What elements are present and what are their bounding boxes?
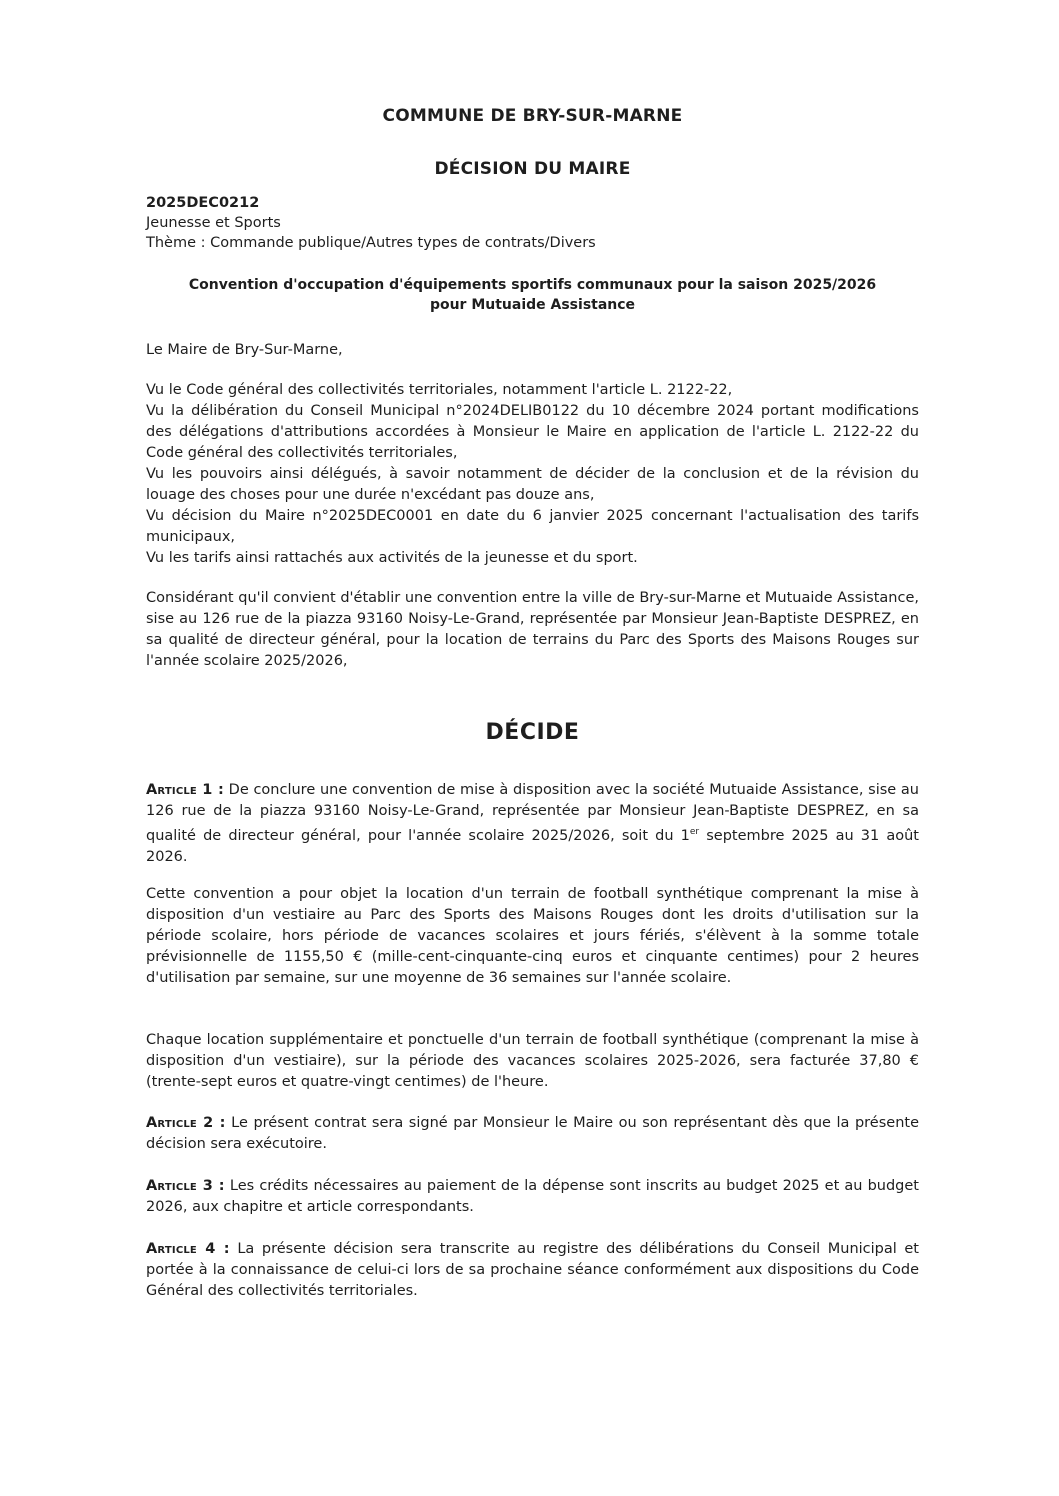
article-1-label: Article 1 : [146,782,224,798]
commune-heading: COMMUNE DE BRY-SUR-MARNE [382,106,683,126]
article-1-para-3-block [146,1030,919,1093]
service-label: Jeunesse et Sports [146,215,281,231]
preamble-intro [146,340,919,361]
document-page [146,0,919,1496]
visas-block [146,380,919,569]
visa-4: Vu décision du Maire n°2025DEC0001 en date du 6 janvier 2025 concernant l'actualisation des tarifs municipaux, [146,508,919,545]
article-4 [146,1239,919,1302]
article-3 [146,1176,919,1218]
visa-5: Vu les tarifs ainsi rattachés aux activités de la jeunesse et du sport. [146,550,638,566]
article-1-text-end: septembre 2025 au 31 août 2026. [146,827,919,865]
visa-1: Vu le Code général des collectivités territoriales, notamment l'article L. 2122-22, [146,382,733,398]
reference-number: 2025DEC0212 [146,195,260,211]
article-3-para [146,1176,919,1218]
article-3-text: Les crédits nécessaires au paiement de la dépense sont inscrits au budget 2025 et au budget 2026, aux chapitre et article correspondants. [146,1178,919,1215]
subject-line-1: Convention d'occupation d'équipements sportifs communaux pour la saison 2025/2026 [188,277,877,293]
decide-heading: DÉCIDE [485,720,580,745]
article-2-text: Le présent contrat sera signé par Monsieur le Maire ou son représentant dès que la présente décision sera exécutoire. [146,1115,919,1152]
article-1-para-2-block [146,884,919,989]
subject-heading [146,275,919,315]
article-1-para-1 [146,780,919,868]
article-4-text: La présente décision sera transcrite au registre des délibérations du Conseil Municipal et portée à la connaissance de celui-ci lors de sa prochaine séance conformément aux dispositions du Code Général des collectivités territoriales. [146,1241,919,1299]
visa-3: Vu les pouvoirs ainsi délégués, à savoir notamment de décider de la conclusion et de la révision du louage des choses pour une durée n'excédant pas douze ans, [146,466,919,503]
subject-line-2: pour Mutuaide Assistance [429,297,636,313]
article-1-para-3: Chaque location supplémentaire et ponctuelle d'un terrain de football synthétique (comprenant la mise à disposition d'un vestiaire), sur la période des vacances scolaires 2025-2026, sera facturée 37,80 € (trente-sept euros et quatre-vingt centimes) de l'heure. [146,1032,919,1090]
article-2 [146,1113,919,1155]
article-1 [146,780,919,868]
article-4-para [146,1239,919,1302]
visa-2: Vu la délibération du Conseil Municipal n°2024DELIB0122 du 10 décembre 2024 portant modifications des délégations d'attributions accordées à Monsieur le Maire en application de l'article L. 2122-22 du Code général des collectivités territoriales, [146,403,919,461]
article-2-para [146,1113,919,1155]
decision-title: DÉCISION DU MAIRE [434,159,631,179]
document-meta [146,193,919,253]
article-4-label: Article 4 : [146,1241,230,1257]
considerant-text: Considérant qu'il convient d'établir une convention entre la ville de Bry-sur-Marne et Mutuaide Assistance, sise au 126 rue de la piazza 93160 Noisy-Le-Grand, représentée par Monsieur Jean-Baptiste DESPREZ, en sa qualité de directeur général, pour la location de terrains du Parc des Sports des Maisons Rouges sur l'année scolaire 2025/2026, [146,590,919,669]
theme-label: Thème : Commande publique/Autres types de contrats/Divers [146,235,596,251]
intro-text: Le Maire de Bry-Sur-Marne, [146,342,343,358]
article-2-label: Article 2 : [146,1115,226,1131]
article-1-para-2: Cette convention a pour objet la location d'un terrain de football synthétique comprenant la mise à disposition d'un vestiaire au Parc des Sports des Maisons Rouges dont les droits d'utilisation sur la période scolaire, hors période de vacances scolaires et jours fériés, s'élèvent à la somme totale prévisionnelle de 1155,50 € (mille-cent-cinquante-cinq euros et cinquante centimes) pour 2 heures d'utilisation par semaine, sur une moyenne de 36 semaines sur l'année scolaire. [146,886,919,986]
article-1-superscript: er [689,827,700,837]
considerant-block [146,588,919,672]
article-1-text: De conclure une convention de mise à disposition avec la société Mutuaide Assistance, sise au 126 rue de la piazza 93160 Noisy-Le-Grand, représentée par Monsieur Jean-Baptiste DESPREZ, en sa qualité de directeur général, pour l'année scolaire 2025/2026, soit du 1 [146,782,919,844]
article-3-label: Article 3 : [146,1178,225,1194]
